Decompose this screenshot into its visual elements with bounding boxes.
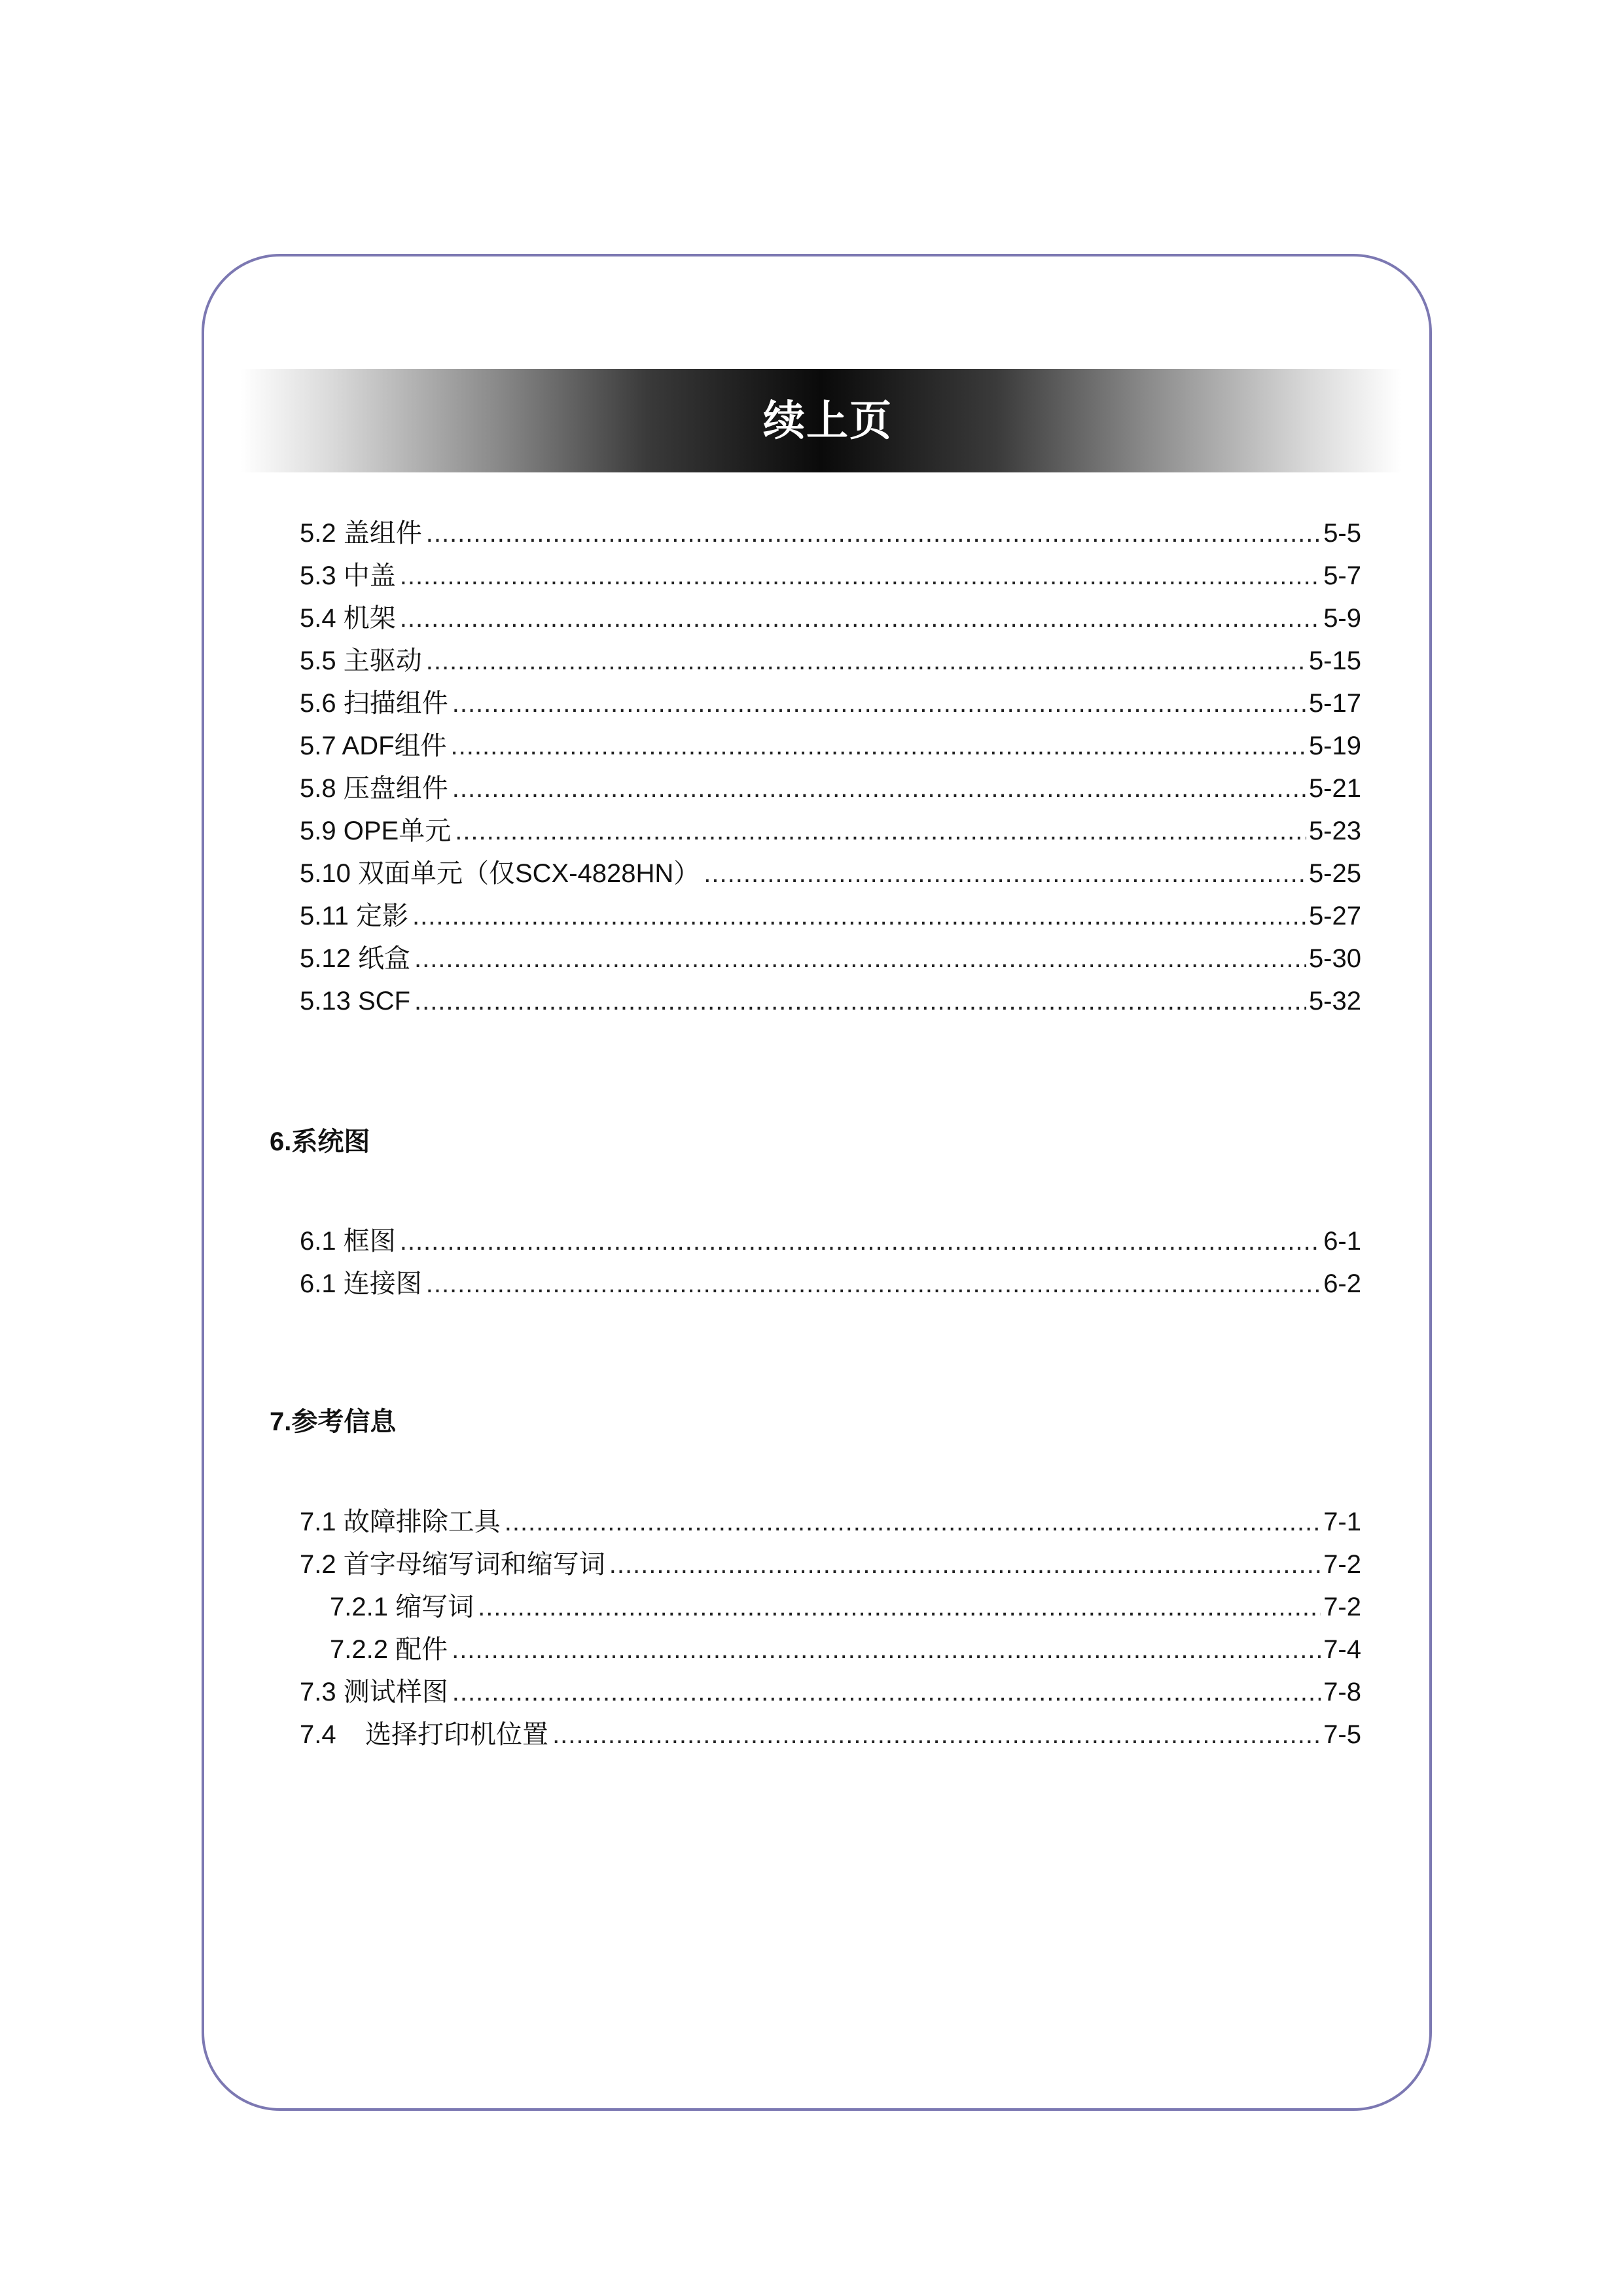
toc-entry-label: 7.1 故障排除工具 <box>300 1508 501 1536</box>
toc-entry-page: 5-19 <box>1308 732 1361 760</box>
toc-entry-label: 7.2.1 缩写词 <box>330 1593 474 1621</box>
toc-entry-label: 5.12 纸盒 <box>300 944 410 973</box>
banner-title: 续上页 <box>763 397 893 444</box>
toc-entry-page: 5-5 <box>1323 519 1361 548</box>
toc-leader-dots <box>452 684 1306 723</box>
toc-entry[interactable] <box>300 1264 1361 1303</box>
toc-entry-page: 7-4 <box>1323 1635 1361 1664</box>
toc-entry-label: 5.4 机架 <box>300 604 396 633</box>
toc-entry-page: 7-1 <box>1323 1508 1361 1536</box>
toc-leader-dots <box>704 854 1306 893</box>
toc-entry-label: 7.2 首字母缩写词和缩写词 <box>300 1550 605 1579</box>
toc-entry-label: 5.8 压盘组件 <box>300 774 448 803</box>
toc-leader-dots <box>478 1587 1321 1627</box>
toc-entry-page: 5-7 <box>1323 561 1361 590</box>
toc-leader-dots <box>505 1502 1321 1542</box>
toc-leader-dots <box>412 896 1306 936</box>
section-heading-7: 7.参考信息 <box>270 1407 397 1436</box>
toc-entry[interactable] <box>300 726 1361 766</box>
toc-subentry[interactable] <box>330 1587 1361 1627</box>
toc-leader-dots <box>414 981 1306 1021</box>
toc-entry[interactable] <box>300 684 1361 723</box>
toc-entry[interactable] <box>300 1545 1361 1584</box>
toc-entry-label: 6.1 框图 <box>300 1227 396 1256</box>
toc-leader-dots <box>400 556 1321 595</box>
toc-entry-page: 6-1 <box>1323 1227 1361 1256</box>
toc-entry[interactable] <box>300 1672 1361 1712</box>
toc-leader-dots <box>451 726 1306 766</box>
toc-entry[interactable] <box>300 981 1361 1021</box>
toc-entry-page: 5-25 <box>1308 859 1361 888</box>
toc-entry-label: 5.6 扫描组件 <box>300 689 448 718</box>
toc-entry-label: 6.1 连接图 <box>300 1269 422 1298</box>
toc-leader-dots <box>609 1545 1321 1584</box>
toc-leader-dots <box>452 769 1306 808</box>
toc-entry-page: 7-5 <box>1323 1720 1361 1749</box>
toc-entry-page: 5-27 <box>1308 902 1361 930</box>
toc-entry-label: 7.2.2 配件 <box>330 1635 448 1664</box>
toc-leader-dots <box>452 1630 1321 1669</box>
toc-entry[interactable] <box>300 514 1361 553</box>
toc-entry[interactable] <box>300 556 1361 595</box>
toc-leader-dots <box>426 514 1321 553</box>
toc-entry-label: 5.5 主驱动 <box>300 646 422 675</box>
toc-entry[interactable] <box>300 599 1361 638</box>
toc-entry[interactable] <box>300 896 1361 936</box>
toc-entry-page: 5-15 <box>1308 646 1361 675</box>
toc-subentry[interactable] <box>330 1630 1361 1669</box>
toc-leader-dots <box>426 1264 1321 1303</box>
toc-entry-label: 5.10 双面单元（仅SCX-4828HN） <box>300 859 700 888</box>
toc-leader-dots <box>400 1222 1321 1261</box>
toc-entry[interactable] <box>300 939 1361 978</box>
toc-leader-dots <box>426 641 1306 680</box>
toc-entry-page: 5-21 <box>1308 774 1361 803</box>
toc-entry[interactable] <box>300 811 1361 851</box>
toc-entry-page: 5-30 <box>1308 944 1361 973</box>
toc-entry[interactable] <box>300 1502 1361 1542</box>
toc-entry-page: 5-17 <box>1308 689 1361 718</box>
toc-leader-dots <box>455 811 1306 851</box>
toc-entry-label: 5.11 定影 <box>300 902 408 930</box>
toc-entry-page: 7-2 <box>1323 1593 1361 1621</box>
toc-entry[interactable] <box>300 1222 1361 1261</box>
section-heading-6: 6.系统图 <box>270 1127 370 1156</box>
toc-entry[interactable] <box>300 641 1361 680</box>
toc-leader-dots <box>414 939 1306 978</box>
toc-entry-page: 5-9 <box>1323 604 1361 633</box>
toc-entry-page: 7-8 <box>1323 1678 1361 1706</box>
toc-leader-dots <box>552 1715 1321 1754</box>
toc-leader-dots <box>452 1672 1321 1712</box>
toc-entry-page: 6-2 <box>1323 1269 1361 1298</box>
toc-entry[interactable] <box>300 769 1361 808</box>
toc-entry-page: 5-32 <box>1308 987 1361 1016</box>
toc-leader-dots <box>400 599 1321 638</box>
toc-entry-page: 5-23 <box>1308 817 1361 845</box>
toc-entry-label: 5.7 ADF组件 <box>300 732 447 760</box>
toc-entry-label: 5.9 OPE单元 <box>300 817 452 845</box>
toc-entry[interactable] <box>300 854 1361 893</box>
toc-entry-label: 7.3 测试样图 <box>300 1678 448 1706</box>
toc-entry-label: 5.13 SCF <box>300 987 410 1016</box>
toc-entry-label: 5.2 盖组件 <box>300 519 422 548</box>
toc-entry-page: 7-2 <box>1323 1550 1361 1579</box>
toc-entry-label: 7.4 选择打印机位置 <box>300 1720 549 1749</box>
toc-entry-label: 5.3 中盖 <box>300 561 396 590</box>
continued-banner <box>241 369 1402 472</box>
toc-entry[interactable] <box>300 1715 1361 1754</box>
